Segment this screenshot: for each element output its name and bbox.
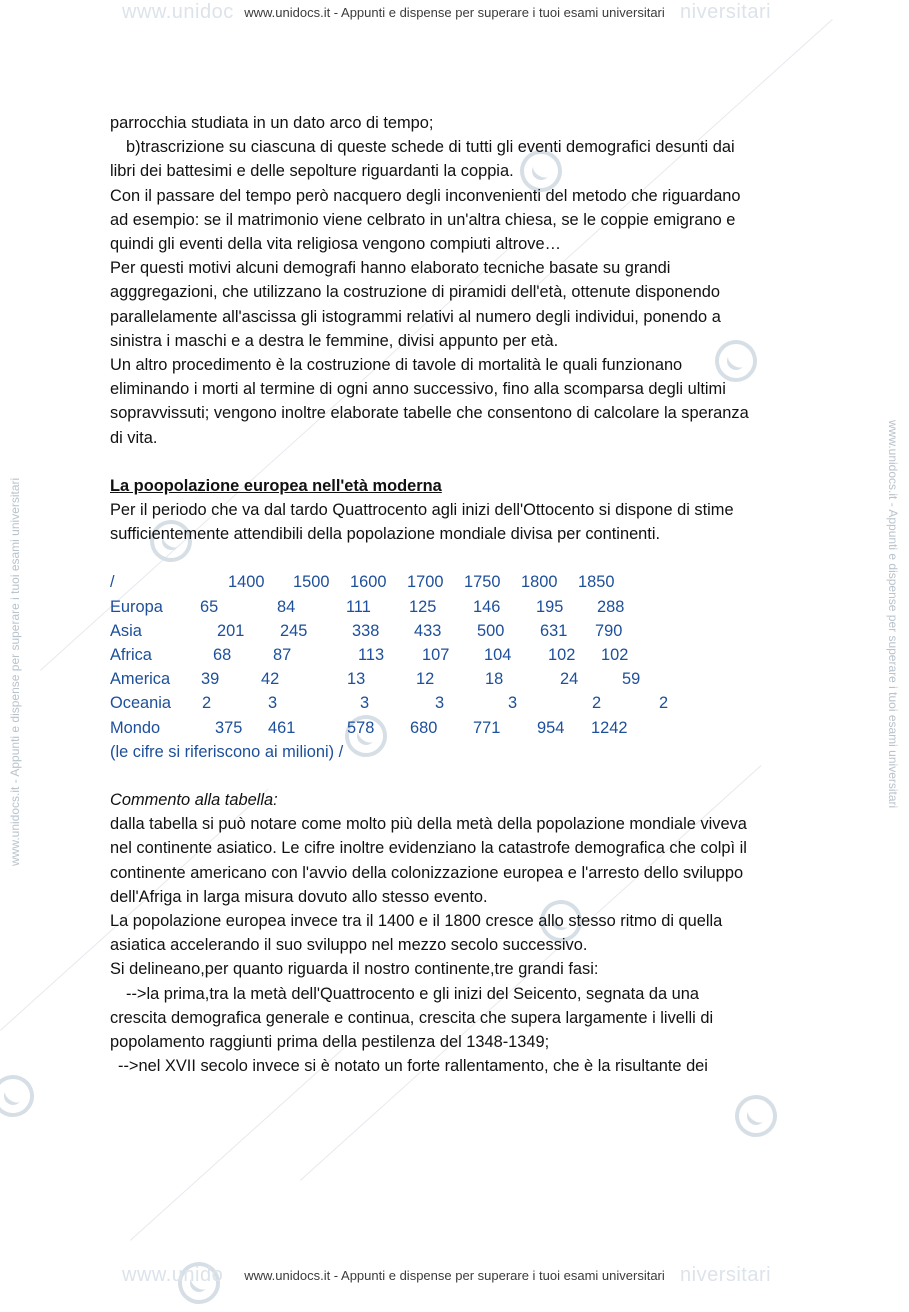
comment-title: Commento alla tabella: <box>110 790 278 809</box>
table-row <box>110 619 830 643</box>
paragraph-line: ad esempio: se il matrimonio viene celbrato in un'altra chiesa, se le coppie emigrano e <box>110 210 736 229</box>
table-cell: 3 <box>268 694 278 713</box>
table-row <box>110 691 830 715</box>
table-cell: 631 <box>540 621 568 640</box>
table-cell: 3 <box>360 694 370 713</box>
paragraph-line: asiatica accelerando il suo sviluppo nel mezzo secolo successivo. <box>110 936 588 955</box>
watermark-logo-icon <box>0 1067 42 1125</box>
paragraph-line: Un altro procedimento è la costruzione di tavole di mortalità le quali funzionano <box>110 356 683 375</box>
table-cell: 12 <box>416 670 435 689</box>
paragraph-line: crescita demografica generale e continua, crescita che supera largamente i livelli di <box>110 1008 714 1027</box>
table-cell: 146 <box>473 597 501 616</box>
paragraph-line: quindi gli eventi della vita religiosa vengono compiuti altrove… <box>110 235 561 254</box>
table-cell: 201 <box>217 621 245 640</box>
table-cell: 2 <box>592 694 602 713</box>
row-label: Europa <box>110 597 163 616</box>
table-header-row <box>110 570 830 594</box>
table-corner: / <box>110 573 115 592</box>
paragraph-line: libri dei battesimi e delle sepolture riguardanti la coppia. <box>110 162 514 181</box>
year-header: 1800 <box>521 573 558 592</box>
section-heading: La poopolazione europea nell'età moderna <box>110 476 442 495</box>
paragraph-line: Per questi motivi alcuni demografi hanno elaborato tecniche basate su grandi <box>110 259 671 278</box>
row-label: Africa <box>110 646 152 665</box>
year-header: 1600 <box>350 573 387 592</box>
table-cell: 87 <box>273 646 292 665</box>
table-cell: 107 <box>422 646 450 665</box>
table-cell: 125 <box>409 597 437 616</box>
paragraph-line: continente americano con l'avvio della colonizzazione europea e l'arresto dello sviluppo <box>110 863 744 882</box>
table-cell: 65 <box>200 597 219 616</box>
table-row <box>110 643 830 667</box>
year-header: 1500 <box>293 573 330 592</box>
document-body <box>110 111 830 1078</box>
row-label: Oceania <box>110 694 172 713</box>
table-row <box>110 716 830 740</box>
table-cell: 102 <box>548 646 576 665</box>
watermark-logo-icon <box>727 1087 785 1145</box>
row-label: Mondo <box>110 718 161 737</box>
table-cell: 954 <box>537 718 565 737</box>
table-cell: 42 <box>261 670 280 689</box>
table-cell: 3 <box>508 694 518 713</box>
table-cell: 433 <box>414 621 442 640</box>
paragraph-line: popolamento raggiunti prima della pestilenza del 1348-1349; <box>110 1033 550 1051</box>
paragraph-line: Con il passare del tempo però nacquero degli inconvenienti del metodo che riguardano <box>110 186 741 205</box>
paragraph-line: nel continente asiatico. Le cifre inoltre evidenziano la catastrofe demografica che colpì il <box>110 839 747 858</box>
table-cell: 338 <box>352 621 380 640</box>
watermark-ghost-text: www.unido <box>122 1264 224 1286</box>
table-cell: 195 <box>536 597 564 616</box>
table-cell: 245 <box>280 621 308 640</box>
row-label: Asia <box>110 621 142 640</box>
table-cell: 59 <box>622 670 641 689</box>
paragraph-line: b)trascrizione su ciascuna di queste schede di tutti gli eventi demografici desunti dai <box>126 138 735 157</box>
table-cell: 111 <box>346 597 371 616</box>
table-cell: 39 <box>201 670 220 689</box>
paragraph-line: dell'Afriga in larga misura dovuto allo stesso evento. <box>110 887 488 906</box>
watermark-ghost-text: niversitari <box>680 1264 772 1286</box>
year-header: 1400 <box>228 573 265 592</box>
paragraph-line: agggregazioni, che utilizzano la costruzione di piramidi dell'età, ottenute disponendo <box>110 283 720 302</box>
paragraph-line: -->nel XVII secolo invece si è notato un forte rallentamento, che è la risultante dei <box>118 1057 708 1076</box>
table-cell: 68 <box>213 646 232 665</box>
paragraph-line: parrocchia studiata in un dato arco di tempo; <box>110 114 434 132</box>
table-row <box>110 667 830 691</box>
table-cell: 24 <box>560 670 579 689</box>
watermark-ghost-text: www.unidoc <box>122 1 234 23</box>
table-note: (le cifre si riferiscono ai milioni) / <box>110 742 344 761</box>
table-cell: 375 <box>215 718 243 737</box>
paragraph-line: sinistra i maschi e a destra le femmine, divisi appunto per età. <box>110 331 559 350</box>
paragraph-line: Per il periodo che va dal tardo Quattrocento agli inizi dell'Ottocento si dispone di stime <box>110 501 734 520</box>
table-cell: 500 <box>477 621 505 640</box>
table-cell: 13 <box>347 670 366 689</box>
table-cell: 113 <box>358 646 385 665</box>
table-cell: 102 <box>601 646 629 665</box>
paragraph-line: di vita. <box>110 428 158 447</box>
table-cell: 2 <box>659 694 669 713</box>
table-cell: 104 <box>484 646 512 665</box>
watermark-ghost-text: niversitari <box>680 1 772 23</box>
table-cell: 578 <box>347 718 375 737</box>
paragraph-line: dalla tabella si può notare come molto più della metà della popolazione mondiale viveva <box>110 815 747 834</box>
table-cell: 288 <box>597 597 625 616</box>
table-cell: 84 <box>277 597 296 616</box>
table-cell: 18 <box>485 670 504 689</box>
paragraph-line: sopravvissuti; vengono inoltre elaborate tabelle che consentono di calcolare la speranza <box>110 404 749 423</box>
watermark-header: www.unidocs.it - Appunti e dispense per superare i tuoi esami universitari <box>244 5 665 20</box>
table-row <box>110 595 830 619</box>
row-label: America <box>110 670 171 689</box>
paragraph-line: parallelamente all'ascissa gli istogrammi relativi al numero degli individui, ponendo a <box>110 307 721 326</box>
year-header: 1700 <box>407 573 444 592</box>
watermark-side-left: www.unidocs.it - Appunti e dispense per superare i tuoi esami universitari <box>8 477 22 866</box>
paragraph-line: eliminando i morti al termine di ogni anno successivo, fino alla scomparsa degli ultimi <box>110 380 726 399</box>
watermark-footer: www.unidocs.it - Appunti e dispense per superare i tuoi esami universitari <box>244 1268 665 1283</box>
table-cell: 3 <box>435 694 445 713</box>
paragraph-line: La popolazione europea invece tra il 1400 e il 1800 cresce allo stesso ritmo di quella <box>110 911 723 930</box>
paragraph-line: Si delineano,per quanto riguarda il nostro continente,tre grandi fasi: <box>110 960 599 979</box>
table-cell: 1242 <box>591 718 628 737</box>
paragraph-line: sufficientemente attendibili della popolazione mondiale divisa per continenti. <box>110 525 661 544</box>
year-header: 1850 <box>578 573 615 592</box>
population-table <box>110 570 830 764</box>
table-cell: 771 <box>473 718 501 737</box>
paragraph-line: -->la prima,tra la metà dell'Quattrocento e gli inizi del Seicento, segnata da una <box>126 984 700 1003</box>
table-cell: 790 <box>595 621 623 640</box>
year-header: 1750 <box>464 573 501 592</box>
table-cell: 680 <box>410 718 438 737</box>
watermark-side-right: www.unidocs.it - Appunti e dispense per superare i tuoi esami universitari <box>886 420 900 809</box>
table-cell: 2 <box>202 694 212 713</box>
table-cell: 461 <box>268 718 296 737</box>
